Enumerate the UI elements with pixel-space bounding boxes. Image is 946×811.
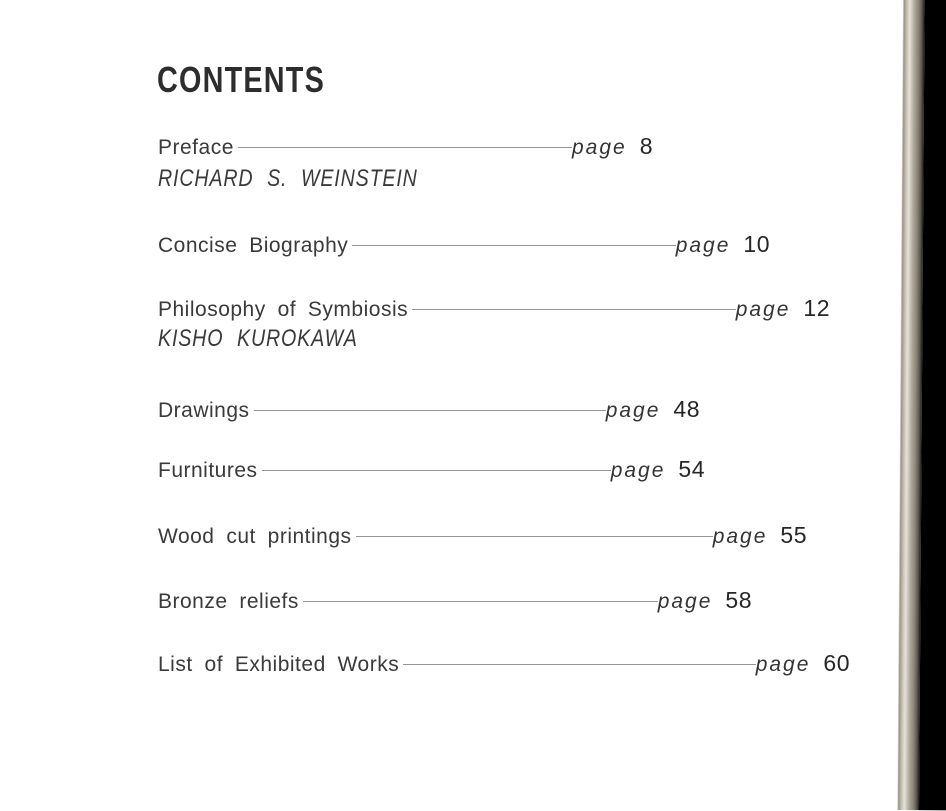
page-word-label: page: [657, 590, 713, 613]
page-word-label: page: [610, 459, 666, 482]
page-title: CONTENTS: [157, 59, 325, 100]
toc-entry: [158, 133, 653, 159]
page-word-label: page: [675, 234, 731, 257]
toc-entry-author: KISHO KUROKAWA: [158, 325, 358, 352]
leader-line: [403, 664, 755, 665]
scan-background: [919, 0, 946, 810]
toc-entry: [158, 231, 770, 257]
page-number: 55: [780, 522, 807, 548]
leader-line: [254, 410, 606, 411]
leader-line: [262, 470, 611, 471]
toc-entry: [158, 396, 700, 422]
leader-line: [303, 601, 658, 602]
leader-line: [352, 245, 675, 246]
toc-entry-title: Drawings: [158, 399, 250, 422]
leader-line: [412, 309, 736, 310]
toc-entry-title: Bronze reliefs: [158, 590, 299, 613]
page-word-label: page: [735, 298, 791, 321]
toc-entry: [158, 456, 705, 482]
toc-entry-title: List of Exhibited Works: [158, 653, 400, 676]
toc-entry-title: Wood cut printings: [158, 525, 352, 548]
page-number: 58: [725, 587, 752, 613]
page-number: 54: [678, 456, 705, 482]
toc-entry: [158, 650, 850, 676]
page-number: 8: [639, 133, 653, 159]
leader-line: [238, 147, 572, 148]
page-word-label: page: [755, 653, 811, 676]
toc-entry: [158, 587, 752, 613]
page-word-label: page: [605, 399, 661, 422]
scan-edge: [897, 0, 946, 810]
page-word-label: page: [712, 525, 768, 548]
toc-entry: [158, 522, 807, 548]
toc-entry-title: Philosophy of Symbiosis: [158, 298, 409, 321]
page-number: 60: [823, 650, 850, 676]
toc-entry-title: Furnitures: [158, 459, 258, 482]
toc-entry-title: Concise Biography: [158, 234, 349, 257]
toc-entry: [158, 295, 830, 321]
page-number: 48: [673, 396, 700, 422]
toc-entry-author: RICHARD S. WEINSTEIN: [158, 165, 418, 192]
page-number: 12: [803, 295, 830, 321]
page-number: 10: [743, 231, 770, 257]
toc-entry-title: Preface: [158, 136, 234, 159]
page-word-label: page: [571, 136, 627, 159]
leader-line: [356, 536, 713, 537]
